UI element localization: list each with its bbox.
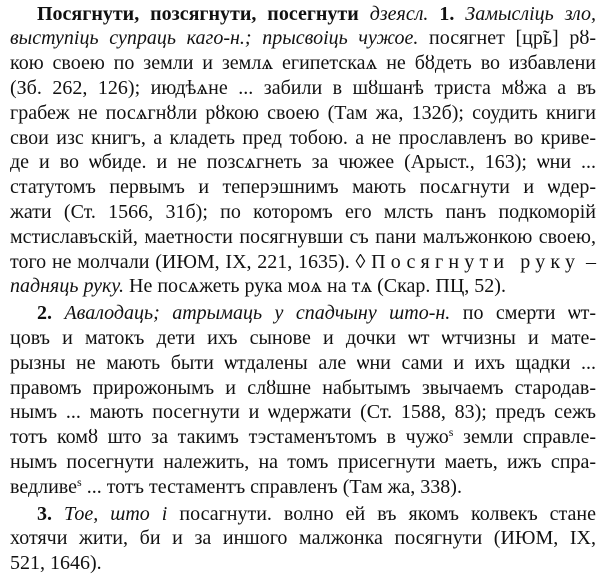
citation-text: – <box>580 250 596 273</box>
entry-line <box>10 51 596 76</box>
definition: падняць руку. <box>10 275 125 298</box>
superscript-mark: s <box>77 474 82 489</box>
line-content <box>37 502 596 527</box>
citation-text: нымъ посегнути належить, на томъ присегнути маеть, ижъ спра- <box>10 450 596 473</box>
spaced-phrase: Посягнути руку <box>371 250 581 273</box>
definition: Тое, што і <box>52 502 168 525</box>
citation-text: кою своею по земли и землѧ египетскаѧ не бȣдеть во избавлени <box>10 52 596 75</box>
superscript-mark: s <box>448 424 454 439</box>
line-content <box>10 551 102 576</box>
entry-line <box>10 200 596 225</box>
line-content <box>10 526 596 551</box>
line-content <box>10 51 596 76</box>
entry-line <box>10 526 596 551</box>
line-content <box>10 274 506 299</box>
line-content <box>37 301 596 326</box>
entry-line <box>10 150 596 175</box>
line-content <box>10 101 596 126</box>
citation-text: жати (Ст. 1566, 31б); по которомъ его млсть панъ подкоморій <box>10 200 596 223</box>
line-content <box>10 76 596 101</box>
entry-line <box>10 475 596 500</box>
entry-line <box>10 225 596 250</box>
entry-line <box>10 400 596 425</box>
citation-text: правомъ прирожонымъ и слȣшне набытымъ звычаемъ стародав- <box>10 376 596 399</box>
sense-2-paragraph <box>10 301 596 499</box>
entry-line <box>10 250 596 275</box>
sense-3-paragraph <box>10 502 596 576</box>
line-content <box>10 26 596 51</box>
citation-text: (Зб. 262, 126); июдѣѧне ... забили в шȣшанѣ триста мȣжа а въ <box>10 76 596 99</box>
entry-line <box>10 551 596 576</box>
citation-text: грабеж не посѧгнȣли рȣкою своею (Там жа, 132б); соудить книги <box>10 101 596 124</box>
citation-text: цовъ и матокъ дети ихъ сынове и дочки ѡт ѡтчизны и мате- <box>10 326 596 349</box>
citation-text: Не посѧжеть рука моѧ на тѧ (Скар. ПЦ, 52). <box>124 275 506 298</box>
citation-text: посягнет [цр̃ь] рȣ- <box>418 27 596 50</box>
line-content <box>10 175 596 200</box>
citation-text: нымъ ... мають посегнути и ѡдержати (Ст. 1588, 83); предъ сежъ <box>10 401 596 424</box>
headword: Посягнути, позсягнути, посегнути <box>37 2 359 25</box>
citation-text: тотъ комȣ што за такимъ тэстаменътомъ в чужо <box>10 426 449 449</box>
line-content <box>10 225 596 250</box>
entry-line <box>10 2 596 27</box>
line-content <box>10 425 596 452</box>
line-content <box>10 326 596 351</box>
line-content <box>10 450 596 475</box>
entry-line <box>10 425 596 450</box>
citation-text: ... тотъ тестаментъ справленъ (Там жа, 338). <box>81 475 462 498</box>
sense-1-paragraph <box>10 2 596 300</box>
line-content <box>10 150 596 175</box>
line-content <box>10 376 596 401</box>
entry-line <box>10 274 596 299</box>
citation-text: 521, 1646). <box>10 552 102 575</box>
line-content <box>37 2 596 27</box>
definition: выступіць супраць каго-н.; прысвоіць чужое. <box>10 27 419 50</box>
citation-text: по смерти ѡт- <box>450 302 597 325</box>
entry-line <box>10 76 596 101</box>
sense-number: 2. <box>37 302 52 325</box>
citation-text: статутомъ первымъ и теперэшнимъ мають посѧгнути и ѡдер- <box>10 176 596 199</box>
entry-line <box>10 502 596 527</box>
sense-number: 1. <box>439 2 455 25</box>
entry-line <box>10 376 596 401</box>
line-content <box>10 351 596 376</box>
line-content <box>10 250 596 275</box>
definition: Авалодаць; атрымаць у спадчыну што-н. <box>52 302 451 325</box>
entry-line <box>10 101 596 126</box>
citation-text: рызны не мають быти ѡтдалены але ѡни сами и ихъ щадки ... <box>10 351 596 374</box>
entry-line <box>10 26 596 51</box>
dictionary-entry <box>10 2 596 576</box>
entry-line <box>10 126 596 151</box>
line-content <box>10 400 596 425</box>
entry-line <box>10 351 596 376</box>
citation-text: хотячи жити, би и за иншого малжонка посягнути (ИЮМ, IX, <box>10 527 596 550</box>
citation-text: того не молчали (ИЮМ, IX, 221, 1635). ◊ <box>10 250 372 273</box>
part-of-speech: дзеясл. <box>358 2 440 25</box>
citation-text: ведливе <box>10 475 78 498</box>
citation-text: мстиславъскій, маетности посягнувши съ пани малъжонкою своею, <box>10 225 596 248</box>
entry-line <box>10 175 596 200</box>
citation-text: посагнути. волно ей въ якомъ колвекъ стане <box>167 502 597 525</box>
entry-line <box>10 450 596 475</box>
citation-text: де и во ѡбиде. и не позсѧгнеть за чюжее (Арыст., 163); ѡни ... <box>10 151 596 174</box>
sense-number: 3. <box>37 502 52 525</box>
citation-text: земли справле- <box>453 426 596 449</box>
line-content <box>10 475 462 502</box>
line-content <box>10 126 596 151</box>
line-content <box>10 200 596 225</box>
definition: Замысліць зло, <box>454 2 596 25</box>
citation-text: свои изс книгъ, а кладеть пред тобою. а не прославленъ во криве- <box>10 126 596 149</box>
entry-line <box>10 326 596 351</box>
entry-line <box>10 301 596 326</box>
